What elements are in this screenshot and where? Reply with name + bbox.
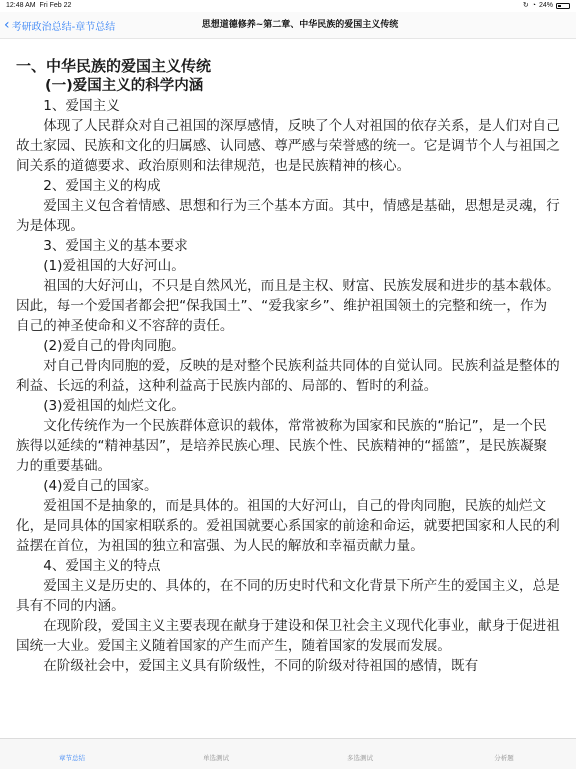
- status-bar: [0, 0, 576, 12]
- status-time-date: [6, 0, 71, 12]
- wifi-icon: ◔: [531, 2, 536, 9]
- subheading: (4)爱自己的国家。: [43, 478, 158, 494]
- navigation-bar: [0, 12, 576, 39]
- subheading: 4、爱国主义的特点: [43, 558, 161, 574]
- tab-single-choice-test[interactable]: [144, 739, 288, 769]
- subheading: (3)爱祖国的灿烂文化。: [43, 398, 185, 414]
- paragraph: 体现了人民群众对自己祖国的深厚感情，反映了个人对祖国的依存关系，是人们对自己故土家园、民族和文化的归属感、认同感、尊严感与荣誉感的统一。它是调节个人与祖国之间关系的道德要求、政治原则和法律规范，也是民族精神的核心。: [16, 118, 560, 174]
- tab-chapter-summary[interactable]: [0, 739, 144, 769]
- paragraph: 爱国主义包含着情感、思想和行为三个基本方面。其中，情感是基础，思想是灵魂，行为是体现。: [16, 198, 560, 234]
- subheading: (1)爱祖国的大好河山。: [43, 258, 185, 274]
- subheading: 3、爱国主义的基本要求: [43, 238, 188, 254]
- article-content: [16, 56, 560, 732]
- paragraph: 在阶级社会中，爱国主义具有阶级性，不同的阶级对待祖国的感情，既有: [43, 658, 479, 674]
- paragraph: 爱国主义是历史的、具体的，在不同的历史时代和文化背景下所产生的爱国主义，总是具有不同的内涵。: [16, 578, 560, 614]
- page-title: 思想道德修养~第二章、中华民族的爱国主义传统: [201, 20, 399, 30]
- subheading: 2、爱国主义的构成: [43, 178, 161, 194]
- tab-label: 章节总结: [59, 754, 85, 762]
- paragraph: 在现阶段，爱国主义主要表现在献身于建设和保卫社会主义现代化事业，献身于促进祖国统一大业。爱国主义随着国家的产生而产生，随着国家的发展而发展。: [16, 618, 560, 654]
- tab-label: 多选测试: [347, 754, 373, 762]
- orientation-lock-icon: ↻: [522, 2, 529, 9]
- paragraph: 文化传统作为一个民族群体意识的载体，常常被称为国家和民族的“胎记”，是一个民族得以延续的“精神基因”，是培养民族心理、民族个性、民族精神的“摇篮”，是民族凝聚力的重要基础。: [16, 418, 548, 474]
- heading-chapter: 一、中华民族的爱国主义传统: [16, 57, 212, 75]
- paragraph: 祖国的大好河山，不只是自然风光，而且是主权、财富、民族发展和进步的基本载体。因此，每一个爱国者都会把“保我国土”、“爱我家乡”、维护祖国领土的完整和统一，作为自己的神圣使命和义不容辞的责任。: [16, 278, 560, 334]
- subheading: (2)爱自己的骨肉同胞。: [43, 338, 185, 354]
- subheading: 1、爱国主义: [43, 98, 120, 114]
- status-date: Fri Feb 22: [39, 2, 72, 9]
- battery-percent: 24%: [538, 2, 553, 9]
- tab-bar: [0, 738, 576, 769]
- tab-label: 单选测试: [203, 754, 229, 762]
- chevron-left-icon: ‹: [4, 17, 10, 33]
- paragraph: 对自己骨肉同胞的爱，反映的是对整个民族利益共同体的自觉认同。民族利益是整体的利益、长远的利益，这种利益高于民族内部的、局部的、暂时的利益。: [16, 358, 560, 394]
- status-time: 12:48 AM: [6, 2, 36, 9]
- tab-label: 分析题: [494, 754, 514, 762]
- heading-section: (一)爱国主义的科学内涵: [45, 78, 204, 94]
- back-button[interactable]: [4, 12, 115, 38]
- battery-icon: [556, 3, 570, 9]
- status-right: [523, 0, 570, 12]
- back-button-label: 考研政治总结-章节总结: [11, 21, 116, 33]
- tab-multiple-choice-test[interactable]: [288, 739, 432, 769]
- paragraph: 爱祖国不是抽象的，而是具体的。祖国的大好河山，自己的骨肉同胞，民族的灿烂文化，是同具体的国家相联系的。爱祖国就要心系国家的前途和命运，就要把国家和人民的利益摆在首位，为祖国的独立和富强、为人民的解放和幸福贡献力量。: [16, 498, 560, 554]
- tab-analysis-questions[interactable]: [432, 739, 576, 769]
